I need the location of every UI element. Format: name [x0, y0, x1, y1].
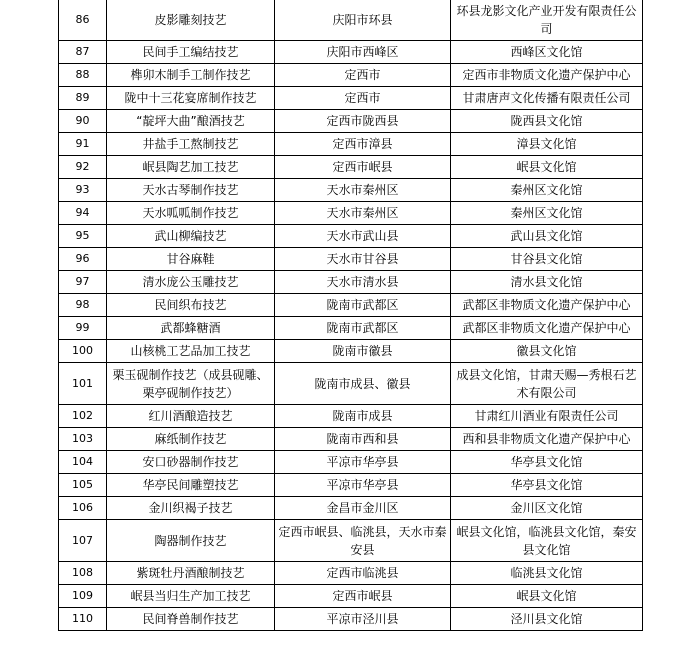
- region: 天水市秦州区: [275, 179, 451, 202]
- row-number: 96: [59, 248, 107, 271]
- project-name: 清水庞公玉雕技艺: [107, 271, 275, 294]
- row-number: 93: [59, 179, 107, 202]
- row-number: 101: [59, 363, 107, 405]
- region: 定西市岷县: [275, 156, 451, 179]
- table-row: [59, 340, 643, 363]
- project-name: 榫卯木制手工制作技艺: [107, 64, 275, 87]
- row-number: 106: [59, 497, 107, 520]
- project-name: 华亭民间雕塑技艺: [107, 474, 275, 497]
- table-row: [59, 562, 643, 585]
- region: 定西市临洮县: [275, 562, 451, 585]
- region: 定西市漳县: [275, 133, 451, 156]
- row-number: 94: [59, 202, 107, 225]
- table-row: [59, 271, 643, 294]
- protection-unit: 武都区非物质文化遗产保护中心: [451, 317, 643, 340]
- table-row: [59, 133, 643, 156]
- table-row: [59, 87, 643, 110]
- row-number: 105: [59, 474, 107, 497]
- table-row: [59, 156, 643, 179]
- project-name: 民间脊兽制作技艺: [107, 608, 275, 631]
- protection-unit: 甘肃唐声文化传播有限责任公司: [451, 87, 643, 110]
- table-row: [59, 474, 643, 497]
- project-name: 甘谷麻鞋: [107, 248, 275, 271]
- protection-unit: 华亭县文化馆: [451, 451, 643, 474]
- table-row: [59, 110, 643, 133]
- row-number: 97: [59, 271, 107, 294]
- row-number: 109: [59, 585, 107, 608]
- row-number: 90: [59, 110, 107, 133]
- row-number: 107: [59, 520, 107, 562]
- project-name: 金川织褐子技艺: [107, 497, 275, 520]
- project-name: 陶器制作技艺: [107, 520, 275, 562]
- region: 天水市清水县: [275, 271, 451, 294]
- row-number: 108: [59, 562, 107, 585]
- protection-unit: 临洮县文化馆: [451, 562, 643, 585]
- region: 定西市: [275, 87, 451, 110]
- region: 天水市秦州区: [275, 202, 451, 225]
- protection-unit: 华亭县文化馆: [451, 474, 643, 497]
- project-name: 井盐手工熬制技艺: [107, 133, 275, 156]
- region: 定西市岷县、临洮县，天水市秦安县: [275, 520, 451, 562]
- region: 金昌市金川区: [275, 497, 451, 520]
- row-number: 88: [59, 64, 107, 87]
- project-name: 民间织布技艺: [107, 294, 275, 317]
- project-name: 栗玉砚制作技艺（成县砚雕、栗亭砚制作技艺）: [107, 363, 275, 405]
- row-number: 91: [59, 133, 107, 156]
- table-row: [59, 363, 643, 405]
- project-name: 天水古琴制作技艺: [107, 179, 275, 202]
- row-number: 92: [59, 156, 107, 179]
- protection-unit: 定西市非物质文化遗产保护中心: [451, 64, 643, 87]
- protection-unit: 秦州区文化馆: [451, 202, 643, 225]
- row-number: 87: [59, 41, 107, 64]
- table-row: [59, 225, 643, 248]
- row-number: 89: [59, 87, 107, 110]
- region: 陇南市徽县: [275, 340, 451, 363]
- protection-unit: 金川区文化馆: [451, 497, 643, 520]
- region: 陇南市成县、徽县: [275, 363, 451, 405]
- project-name: 紫斑牡丹酒酿制技艺: [107, 562, 275, 585]
- heritage-project-table: [58, 0, 643, 631]
- table-row: [59, 41, 643, 64]
- region: 定西市陇西县: [275, 110, 451, 133]
- table-row: [59, 317, 643, 340]
- project-name: 武都蜂糖酒: [107, 317, 275, 340]
- table-row: [59, 451, 643, 474]
- project-name: 皮影雕刻技艺: [107, 0, 275, 41]
- table-row: [59, 405, 643, 428]
- table-row: [59, 179, 643, 202]
- table-row: [59, 248, 643, 271]
- region: 陇南市成县: [275, 405, 451, 428]
- protection-unit: 泾川县文化馆: [451, 608, 643, 631]
- region: 平凉市华亭县: [275, 451, 451, 474]
- project-name: 岷县陶艺加工技艺: [107, 156, 275, 179]
- protection-unit: 西和县非物质文化遗产保护中心: [451, 428, 643, 451]
- project-name: 民间手工编结技艺: [107, 41, 275, 64]
- region: 陇南市武都区: [275, 294, 451, 317]
- row-number: 86: [59, 0, 107, 41]
- project-name: 天水呱呱制作技艺: [107, 202, 275, 225]
- protection-unit: 陇西县文化馆: [451, 110, 643, 133]
- project-name: 武山柳编技艺: [107, 225, 275, 248]
- protection-unit: 西峰区文化馆: [451, 41, 643, 64]
- table-row: [59, 608, 643, 631]
- protection-unit: 秦州区文化馆: [451, 179, 643, 202]
- row-number: 98: [59, 294, 107, 317]
- protection-unit: 清水县文化馆: [451, 271, 643, 294]
- table-row: [59, 64, 643, 87]
- region: 庆阳市环县: [275, 0, 451, 41]
- project-name: 陇中十三花宴席制作技艺: [107, 87, 275, 110]
- row-number: 95: [59, 225, 107, 248]
- protection-unit: 岷县文化馆: [451, 156, 643, 179]
- table-row: [59, 294, 643, 317]
- row-number: 103: [59, 428, 107, 451]
- region: 平凉市泾川县: [275, 608, 451, 631]
- protection-unit: 甘肃红川酒业有限责任公司: [451, 405, 643, 428]
- region: 陇南市武都区: [275, 317, 451, 340]
- region: 陇南市西和县: [275, 428, 451, 451]
- region: 天水市甘谷县: [275, 248, 451, 271]
- project-name: 安口砂器制作技艺: [107, 451, 275, 474]
- project-name: 岷县当归生产加工技艺: [107, 585, 275, 608]
- protection-unit: 岷县文化馆: [451, 585, 643, 608]
- region: 庆阳市西峰区: [275, 41, 451, 64]
- row-number: 102: [59, 405, 107, 428]
- project-name: “靛坪大曲”酿酒技艺: [107, 110, 275, 133]
- protection-unit: 漳县文化馆: [451, 133, 643, 156]
- row-number: 110: [59, 608, 107, 631]
- protection-unit: 甘谷县文化馆: [451, 248, 643, 271]
- table-row: [59, 428, 643, 451]
- region: 平凉市华亭县: [275, 474, 451, 497]
- row-number: 100: [59, 340, 107, 363]
- heritage-table-sheet: [58, 0, 642, 631]
- row-number: 104: [59, 451, 107, 474]
- project-name: 山核桃工艺品加工技艺: [107, 340, 275, 363]
- protection-unit: 武都区非物质文化遗产保护中心: [451, 294, 643, 317]
- region: 定西市岷县: [275, 585, 451, 608]
- project-name: 红川酒酿造技艺: [107, 405, 275, 428]
- table-row: [59, 0, 643, 41]
- table-row: [59, 497, 643, 520]
- row-number: 99: [59, 317, 107, 340]
- protection-unit: 成县文化馆，甘肃天赐—秀根石艺术有限公司: [451, 363, 643, 405]
- protection-unit: 武山县文化馆: [451, 225, 643, 248]
- table-row: [59, 520, 643, 562]
- protection-unit: 徽县文化馆: [451, 340, 643, 363]
- table-row: [59, 585, 643, 608]
- protection-unit: 岷县文化馆，临洮县文化馆，秦安县文化馆: [451, 520, 643, 562]
- table-row: [59, 202, 643, 225]
- protection-unit: 环县龙影文化产业开发有限责任公司: [451, 0, 643, 41]
- region: 天水市武山县: [275, 225, 451, 248]
- region: 定西市: [275, 64, 451, 87]
- project-name: 麻纸制作技艺: [107, 428, 275, 451]
